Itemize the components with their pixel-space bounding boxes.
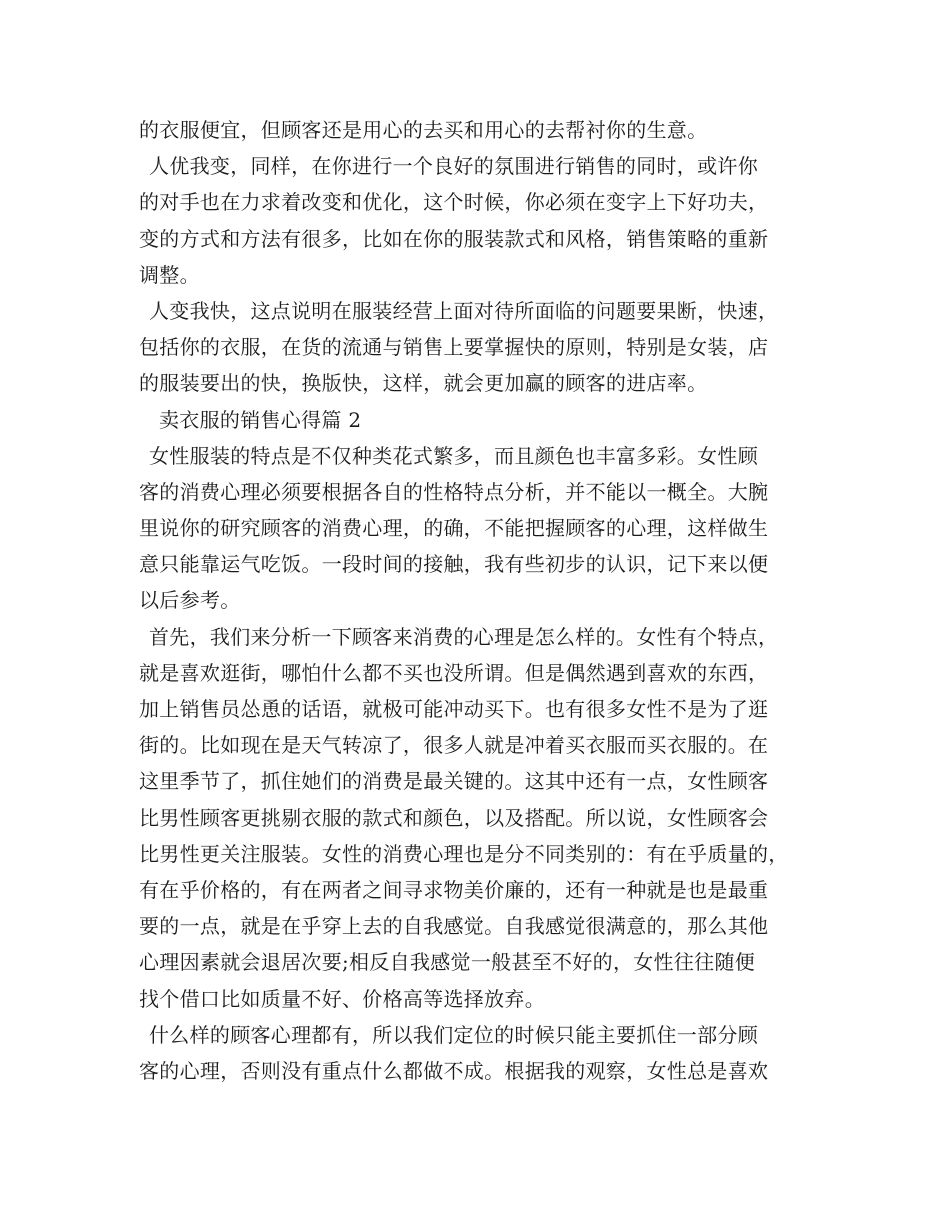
text-line: 调整。 [139,262,200,287]
text-line: 心理因素就会退居次要;相反自我感觉一般甚至不好的，女性往往随便 [139,950,756,975]
text-line: 有在乎价格的，有在两者之间寻求物美价廉的，还有一种就是也是最重 [139,877,769,902]
text-line: 客的消费心理必须要根据各自的性格特点分析，并不能以一概全。大腕 [139,479,769,504]
text-line: 意只能靠运气吃饭。一段时间的接触，我有些初步的认识，记下来以便 [139,552,769,577]
document-body [139,112,829,1089]
text-line: 的对手也在力求着改变和优化，这个时候，你必须在变字上下好功夫， [139,190,769,215]
paragraph-start-line: 首先，我们来分析一下顾客来消费的心理是怎么样的。女性有个特点， [149,624,779,649]
text-line: 这里季节了，抓住她们的消费是最关键的。这其中还有一点，女性顾客 [139,769,769,794]
section-heading: 卖衣服的销售心得篇 2 [159,407,362,432]
paragraph-start-line: 人优我变，同样，在你进行一个良好的氛围进行销售的同时，或许你 [149,154,758,179]
text-line: 变的方式和方法有很多，比如在你的服装款式和风格，销售策略的重新 [139,226,769,251]
paragraph-start-line: 人变我快，这点说明在服装经营上面对待所面临的问题要果断，快速， [149,298,779,323]
text-line: 就是喜欢逛街，哪怕什么都不买也没所谓。但是偶然遇到喜欢的东西， [139,660,769,685]
text-line: 加上销售员怂恿的话语，就极可能冲动买下。也有很多女性不是为了逛 [139,697,769,721]
text-line: 比男性顾客更挑剔衣服的款式和颜色，以及搭配。所以说，女性顾客会 [139,805,769,830]
text-line: 找个借口比如质量不好、价格高等选择放弃。 [139,986,545,1011]
text-line: 的服装要出的快，换版快，这样，就会更加赢的顾客的进店率。 [139,371,708,396]
text-line: 的衣服便宜，但顾客还是用心的去买和用心的去帮衬你的生意。 [139,118,708,142]
text-line: 以后参考。 [139,588,241,613]
paragraph-start-line: 什么样的顾客心理都有，所以我们定位的时候只能主要抓住一部分顾 [149,1022,758,1047]
text-line: 里说你的研究顾客的消费心理，的确，不能把握顾客的心理，这样做生 [139,516,769,541]
paragraph-start-line: 女性服装的特点是不仅种类花式繁多，而且颜色也丰富多彩。女性顾 [149,443,758,468]
text-line: 比男性更关注服装。女性的消费心理也是分不同类别的：有在乎质量的， [139,841,789,866]
text-line: 要的一点，就是在乎穿上去的自我感觉。自我感觉很满意的，那么其他 [139,914,769,939]
text-line: 街的。比如现在是天气转凉了，很多人就是冲着买衣服而买衣服的。在 [139,733,769,758]
text-line: 包括你的衣服，在货的流通与销售上要掌握快的原则，特别是女装，店 [139,335,769,360]
text-line: 客的心理，否则没有重点什么都做不成。根据我的观察，女性总是喜欢 [139,1058,769,1083]
